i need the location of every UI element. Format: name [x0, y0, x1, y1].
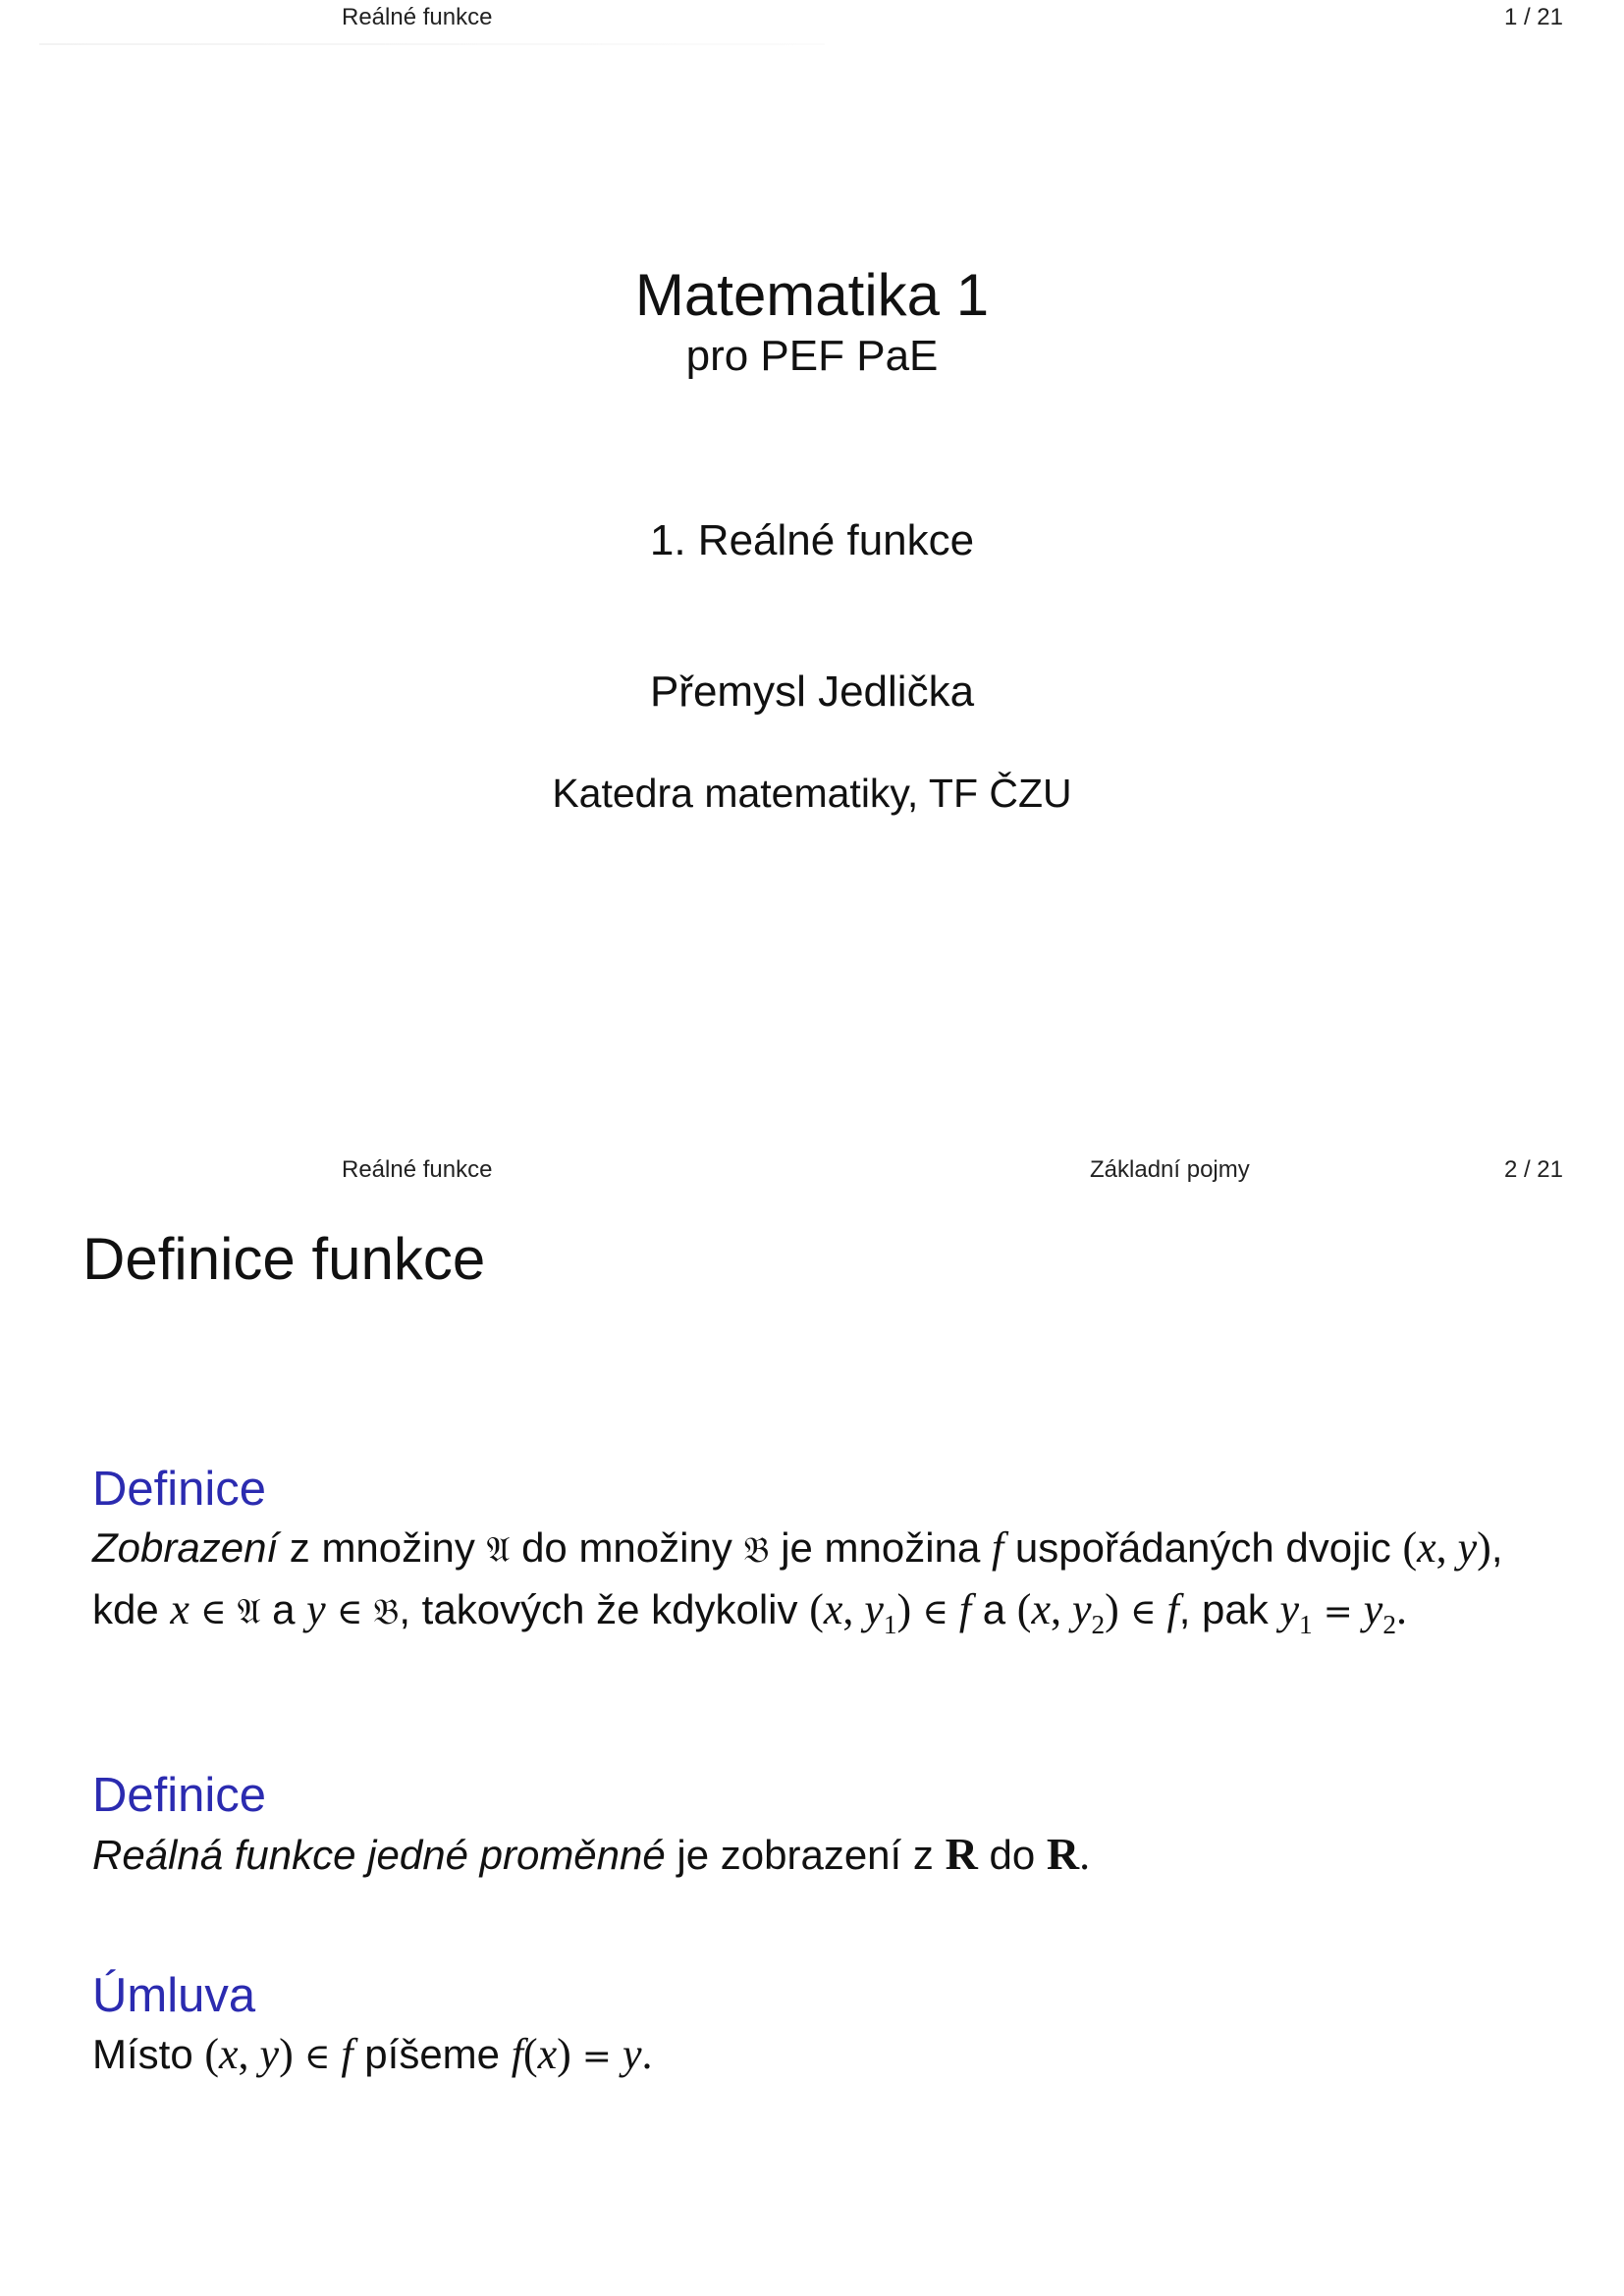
- header-section-title: Reálné funkce: [342, 4, 493, 30]
- definition-block-real-function: [92, 1767, 1542, 1885]
- block-body: Místo (x, y) ∈ f píšeme f(x) = y.: [92, 2029, 653, 2078]
- math-f: f: [991, 1522, 1004, 1572]
- block-body: Reálná funkce jedné proměnné je zobrazení z R do R.: [92, 1828, 1091, 1879]
- author-name: Přemysl Jedlička: [649, 667, 975, 716]
- math-reals: R: [1046, 1828, 1080, 1879]
- math-f-of-x-eq-y: f(x) = y.: [511, 2029, 653, 2078]
- math-pair-in-f: (x, y) ∈ f: [204, 2029, 353, 2078]
- block-body: Zobrazení z množiny 𝔄 do množiny 𝔅 je množina f uspořádaných dvojic (x, y), kde x ∈ 𝔄 a y ∈ 𝔅, takových že kdykoliv (x, $y_1$) ∈ f a (x, $y_2$) ∈ f, pak $y_1 = y_2$.: [92, 1522, 1503, 1639]
- math-reals: R: [945, 1828, 978, 1879]
- page-number: 1 / 21: [1503, 4, 1563, 30]
- math-pair-y1-in-f: (x, $y_1$) ∈ f: [809, 1584, 972, 1639]
- math-y-in-b: y ∈ 𝔅: [306, 1584, 400, 1633]
- presentation-title: Matematika 1: [634, 262, 990, 328]
- lecture-title: 1. Reálné funkce: [649, 516, 975, 564]
- presentation-subtitle: pro PEF PaE: [685, 332, 939, 380]
- frame-title: Definice funkce: [82, 1226, 486, 1292]
- defined-term: Reálná funkce jedné proměnné: [92, 1831, 666, 1878]
- math-set-b: 𝔅: [743, 1529, 770, 1571]
- block-title: Úmluva: [92, 1969, 256, 2022]
- header-section-title: Reálné funkce: [342, 1156, 493, 1183]
- institute-name: Katedra matematiky, TF ČZU: [552, 771, 1072, 816]
- math-pair-xy: (x, y): [1402, 1522, 1491, 1572]
- convention-block: [92, 1967, 1542, 2087]
- math-x-in-a: x ∈ 𝔄: [170, 1584, 261, 1633]
- math-set-a: 𝔄: [486, 1529, 511, 1571]
- block-title: Definice: [92, 1463, 267, 1516]
- definition-block-mapping: [92, 1461, 1542, 1654]
- slide-2: [0, 1148, 1624, 2296]
- header-divider: [39, 43, 825, 45]
- math-y1-eq-y2: $y_1 = y_2$.: [1279, 1584, 1407, 1639]
- math-pair-y2-in-f: (x, $y_2$) ∈ f: [1016, 1584, 1179, 1639]
- defined-term: Zobrazení: [92, 1523, 279, 1571]
- page-number: 2 / 21: [1503, 1156, 1563, 1183]
- header-subsection-title: Základní pojmy: [1090, 1156, 1250, 1183]
- title-block: [0, 263, 1624, 384]
- block-title: Definice: [92, 1769, 267, 1822]
